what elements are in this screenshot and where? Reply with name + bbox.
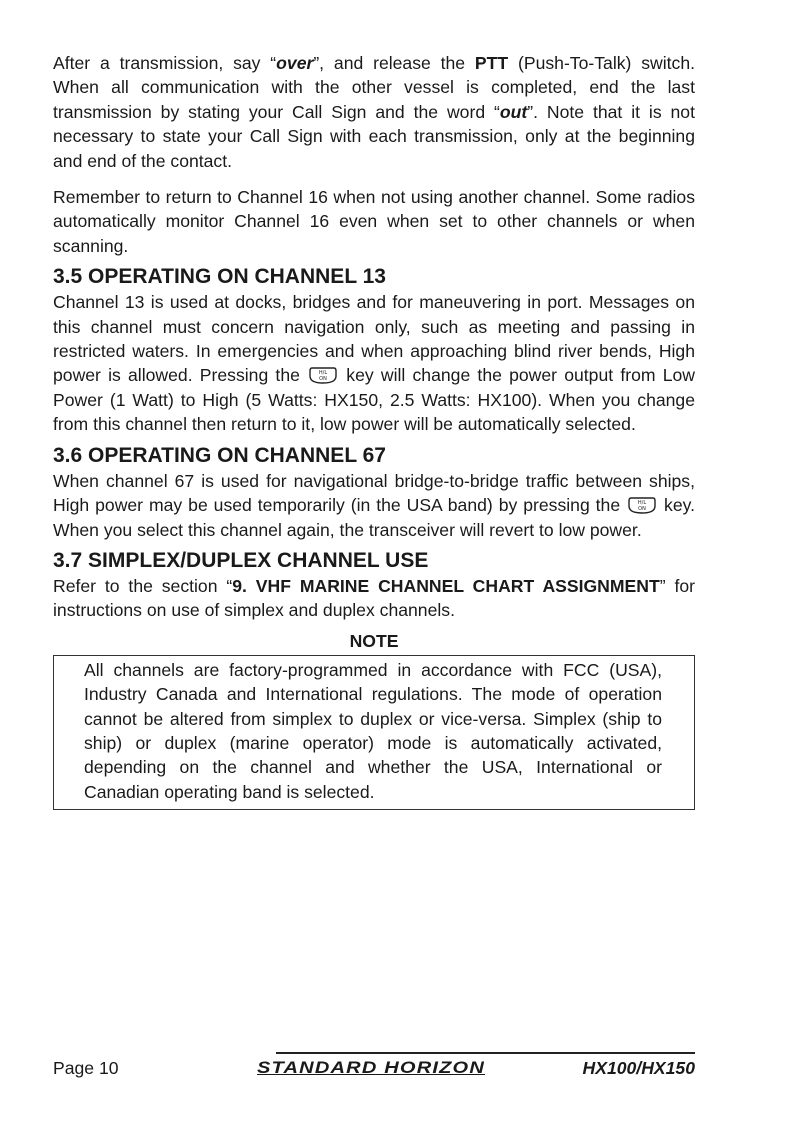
text: ” for instructions on use of simplex and duplex channels. [53, 575, 696, 621]
text: key will change the power output from Low Power (1 Watt) to High (5 Watts: HX150, 2.5 Watts: HX100). When you change from this channel then return to it, low power will be automatically selected. [53, 365, 695, 435]
svg-text:ON: ON [638, 506, 646, 513]
footer-rule [276, 1052, 695, 1054]
text: ”, and release the [313, 53, 475, 73]
section-reference: 9. VHF MARINE CHANNEL CHART ASSIGNMENT [232, 575, 660, 596]
paragraph-transmission [53, 51, 695, 173]
note-text: All channels are factory-programmed in accordance with FCC (USA), Industry Canada and International regulations. The mode of operation cannot be altered from simplex to duplex or vice-versa. Simplex (ship to ship) or duplex (marine operator) mode is automatically activated, depending on the channel and whether the USA, International or Canadian operating band is selected. [84, 659, 662, 802]
svg-text:H/L: H/L [637, 500, 647, 507]
model-name: HX100/HX150 [582, 1058, 695, 1078]
svg-text:ON: ON [319, 376, 327, 383]
text: key. When you select this channel again, the transceiver will revert to low power. [53, 495, 696, 540]
text: When channel 67 is used for navigational bridge-to-bridge traffic between ships, High power may be used temporarily (in the USA band) by pressing the [53, 470, 695, 516]
emphasis-out: out [499, 101, 528, 122]
brand-logo: STANDARD HORIZON [257, 1058, 486, 1077]
heading-3-5: 3.5 OPERATING ON CHANNEL 13 [53, 265, 386, 289]
page-content [53, 51, 695, 810]
text: (Push-To-Talk) switch. When all communication with the other vessel is completed, end the last transmission by stating your Call Sign and the word “ [53, 53, 695, 122]
paragraph-channel16: Remember to return to Channel 16 when not using another channel. Some radios automatically monitor Channel 16 even when set to other channels or when scanning. [53, 187, 695, 256]
hl-power-key-icon [309, 366, 337, 384]
paragraph-channel67 [53, 469, 695, 542]
note-box [53, 655, 695, 810]
page-number: Page 10 [53, 1058, 119, 1078]
note-title: NOTE [349, 630, 399, 651]
svg-text:H/L: H/L [318, 370, 328, 377]
page-footer [53, 1052, 695, 1082]
heading-3-6: 3.6 OPERATING ON CHANNEL 67 [53, 443, 386, 467]
text: After a transmission, say “ [53, 53, 277, 73]
paragraph-simplex-duplex [53, 574, 695, 623]
text: ”. Note that it is not necessary to state your Call Sign with each transmission, only at the beginning and end of the contact. [53, 101, 695, 171]
paragraph-channel13 [53, 290, 695, 436]
text: Refer to the section “ [53, 575, 233, 596]
emphasis-over: over [276, 53, 314, 73]
emphasis-ptt: PTT [474, 53, 509, 73]
text: Channel 13 is used at docks, bridges and for maneuvering in port. Messages on this channel must concern navigation only, such as meeting and passing in restricted waters. In emergencies and when approaching blind river bends, High power is allowed. Pressing the [53, 292, 695, 386]
hl-power-key-icon [628, 496, 656, 514]
heading-3-7: 3.7 SIMPLEX/DUPLEX CHANNEL USE [53, 548, 429, 572]
